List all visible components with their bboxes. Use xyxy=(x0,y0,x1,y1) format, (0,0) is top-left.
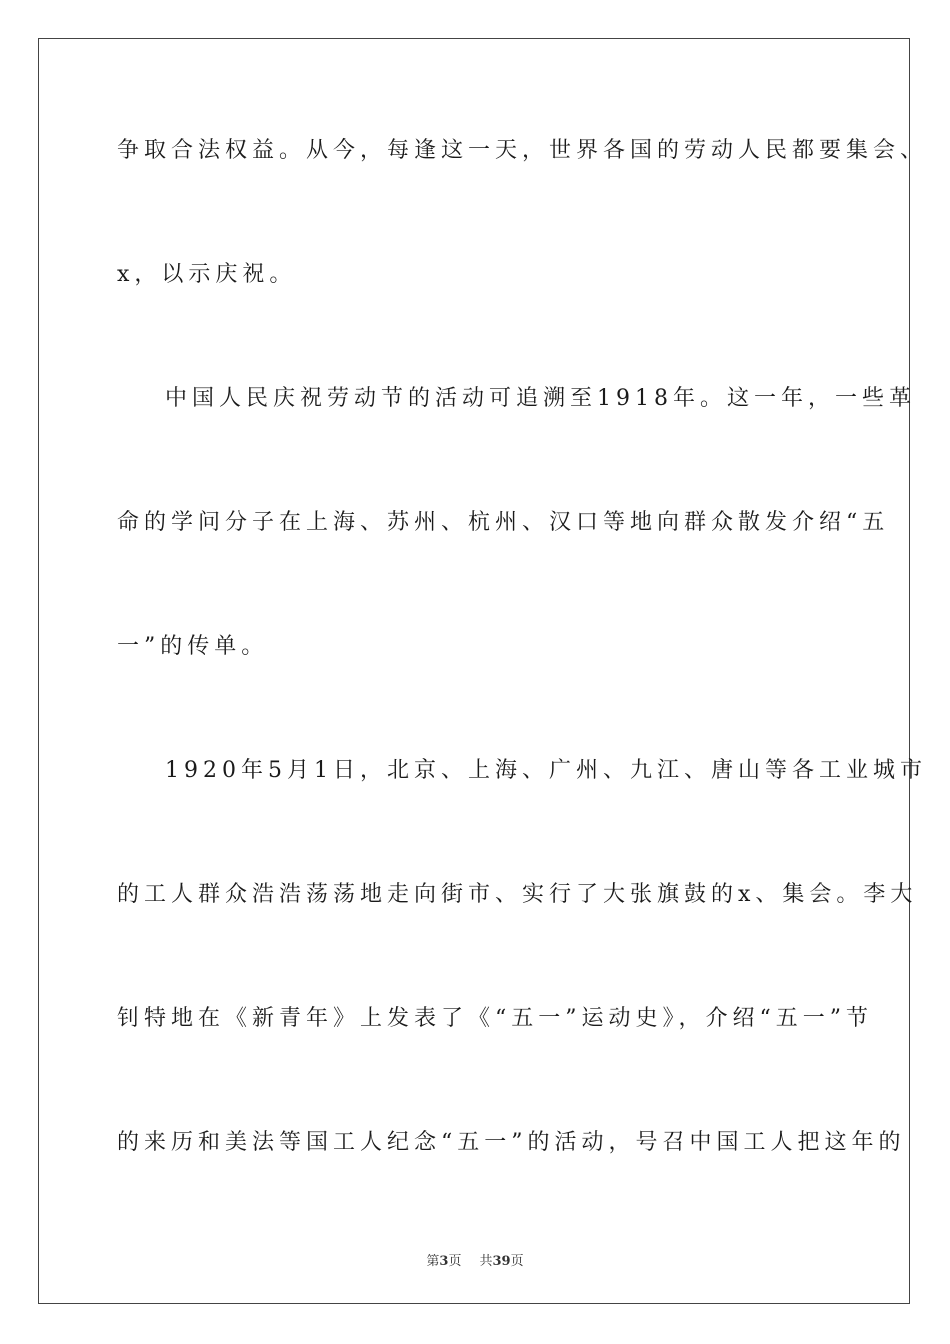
text-line-6: 1920年5月1日，北京、上海、广州、九江、唐山等各工业城市 xyxy=(165,758,927,783)
page-prefix: 第 xyxy=(426,1254,440,1269)
text-line-2: x，以示庆祝。 xyxy=(117,262,297,287)
total-pages: 39 xyxy=(492,1254,511,1269)
text-line-1: 争取合法权益。从今，每逢这一天，世界各国的劳动人民都要集会、 xyxy=(117,138,928,163)
total-suffix: 页 xyxy=(510,1254,524,1269)
page-suffix: 页 xyxy=(448,1254,462,1269)
page-footer xyxy=(0,1250,950,1269)
text-line-5: 一”的传单。 xyxy=(117,634,269,659)
text-line-8: 钊特地在《新青年》上发表了《“五一”运动史》，介绍“五一”节 xyxy=(117,1006,873,1031)
text-line-7: 的工人群众浩浩荡荡地走向街市、实行了大张旗鼓的x、集会。李大 xyxy=(117,882,918,907)
text-line-4: 命的学问分子在上海、苏州、杭州、汉口等地向群众散发介绍“五 xyxy=(117,510,890,535)
text-line-9: 的来历和美法等国工人纪念“五一”的活动，号召中国工人把这年的 xyxy=(117,1130,906,1155)
text-line-3: 中国人民庆祝劳动节的活动可追溯至1918年。这一年，一些革 xyxy=(165,386,916,411)
page-number: 3 xyxy=(439,1254,449,1269)
total-prefix: 共 xyxy=(479,1254,493,1269)
page-border xyxy=(38,38,928,1304)
